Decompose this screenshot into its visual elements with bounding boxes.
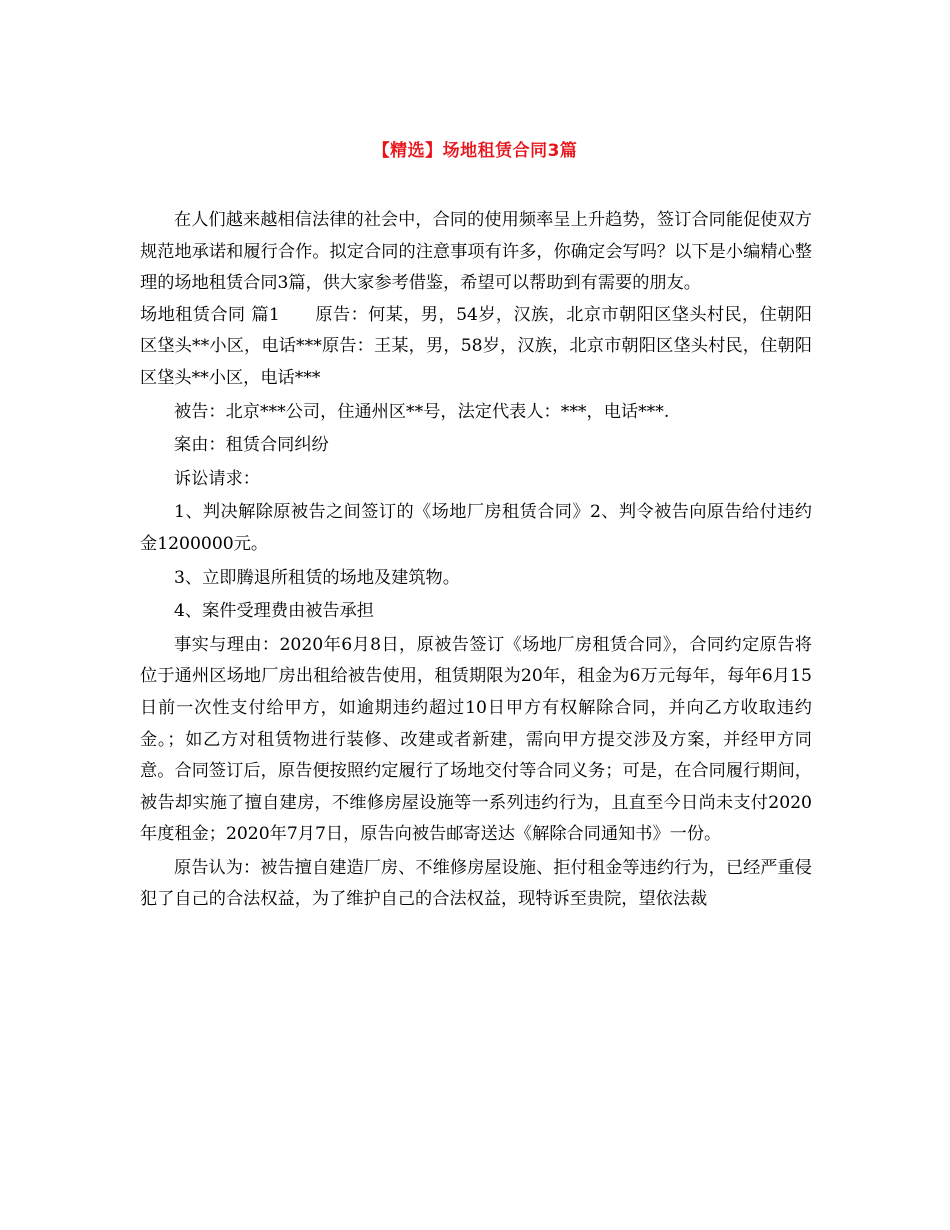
cause-paragraph: 案由：租赁合同纠纷 <box>174 435 329 456</box>
claim-item-1-2: 1、判决解除原被告之间签订的《场地厂房租赁合同》2、判令被告向原告给付违约金1200000元。 <box>140 502 812 554</box>
document-body <box>140 205 812 916</box>
document-title: 【精选】场地租赁合同3篇 <box>372 141 578 161</box>
plaintiff-opinion-paragraph: 原告认为：被告擅自建造厂房、不维修房屋设施、拒付租金等违约行为，已经严重侵犯了自己的合法权益，为了维护自己的合法权益，现特诉至贵院，望依法裁 <box>140 857 812 910</box>
claim-item-4: 4、案件受理费由被告承担 <box>174 601 374 622</box>
claims-heading: 诉讼请求： <box>174 468 260 489</box>
facts-paragraph: 事实与理由：2020年6月8日，原被告签订《场地厂房租赁合同》，合同约定原告将位于通州区场地厂房出租给被告使用，租赁期限为20年，租金为6万元每年，每年6月15日前一次性支付给甲方，如逾期违约超过10日甲方有权解除合同，并向乙方收取违约金。；如乙方对租赁物进行装修、改建或者新建，需向甲方提交涉及方案，并经甲方同意。合同签订后，原告便按照约定履行了场地交付等合同义务；可是，在合同履行期间，被告却实施了擅自建房，不维修房屋设施等一系列违约行为，且直至今日尚未支付2020年度租金；2020年7月7日，原告向被告邮寄送达《解除合同通知书》一份。 <box>140 634 812 845</box>
intro-paragraph: 在人们越来越相信法律的社会中，合同的使用频率呈上升趋势，签订合同能促使双方规范地承诺和履行合作。拟定合同的注意事项有许多，你确定会写吗？以下是小编精心整理的场地租赁合同3篇，供大家参考借鉴，希望可以帮助到有需要的朋友。 <box>140 210 812 294</box>
claim-item-3: 3、立即腾退所租赁的场地及建筑物。 <box>174 567 460 588</box>
contract-heading-paragraph: 场地租赁合同 篇1 原告：何某，男，54岁，汉族，北京市朝阳区垡头村民，住朝阳区垡头**小区，电话***原告：王某，男，58岁，汉族，北京市朝阳区垡头村民，住朝阳区垡头**小区，电话*** <box>140 304 812 388</box>
defendant-paragraph: 被告：北京***公司，住通州区**号，法定代表人：***，电话***. <box>174 401 670 422</box>
